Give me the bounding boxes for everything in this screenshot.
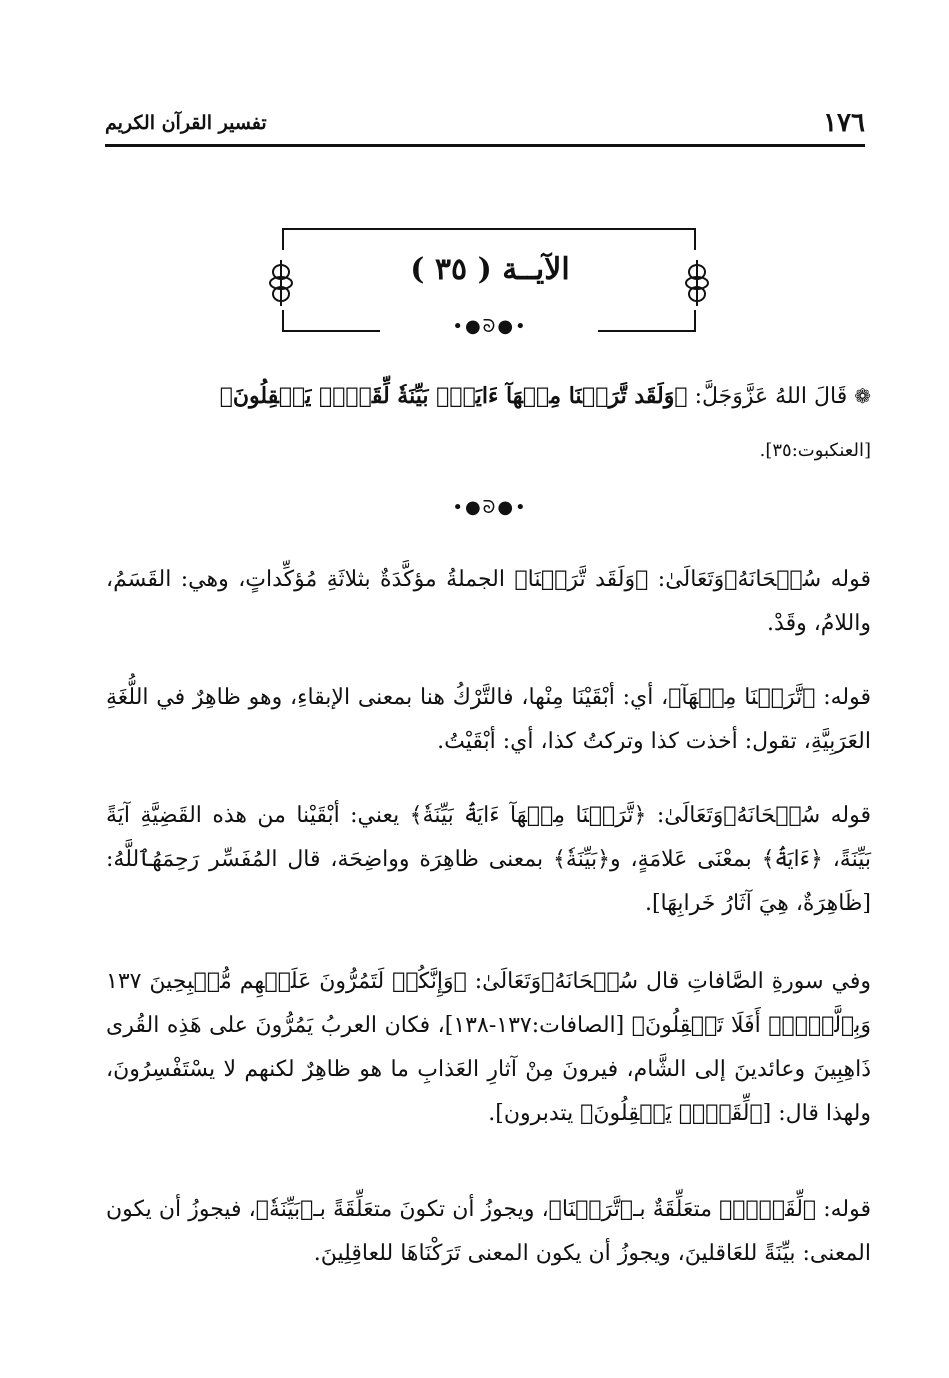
paragraph: قوله سُبۡحَانَهُۥوَتَعَالَىٰ: ﴿وَلَقَد تَّرَكۡنَا﴾ الجملةُ مؤكَّدَةٌ بثلاثَةِ مُؤكِّداتٍ، وهي: القَسَمُ، واللامُ، وقَدْ. [106, 567, 871, 636]
paragraph: قوله: ﴿لِّقَوۡمٖ﴾ متعَلِّقَةٌ بـ﴿تَّرَكۡنَا﴾، ويجوزُ أن تكونَ متعَلِّقَةً بـ﴿بَيِّنَةٗ﴾، فيجوزُ أن يكون المعنى: بيِّنَةً للعَاقلينَ، ويجوزُ أن يكون المعنى تَرَكْنَاهَا للعاقِلِينَ. [106, 1197, 871, 1266]
ornament-divider: •●ᘐ●• [452, 497, 528, 518]
paragraph: قوله سُبۡحَانَهُۥوَتَعَالَىٰ: ﴿تَّرَكۡنَا مِنۡهَآ ءَايَةَۢ بَيِّنَةٗ﴾ يعني: أبْقَيْنا من هذه القَضِيَّةِ آيَةً بَيِّنَةً، ﴿ءَايَةَۢ﴾ بمعْنَى عَلامَةٍ، و﴿بَيِّنَةٗ﴾ بمعنى ظاهِرَة وواضِحَة، قال المُفَسِّر رَحِمَهُٱللَّهُ: [ظَاهِرَةٌ، هِيَ آثَارُ خَرابِهَا]. [106, 803, 871, 916]
book-title: تفسير القرآن الكريم [105, 112, 267, 134]
flower-icon: ❁ [854, 384, 871, 408]
verse-line [106, 374, 871, 419]
paragraph: قوله: ﴿تَّرَكۡنَا مِنۡهَآ﴾، أي: أبْقَيْنَا مِنْها، فالتَّرْكُ هنا بمعنى الإبقاءِ، وهو ظاهِرٌ في اللُّغَةِ العَرَبِيَّةِ، تقول: أخذت كذا وتركتُ كذا، أي: أبْقَيْتُ. [106, 685, 871, 754]
knot-ornament-icon [682, 260, 712, 306]
section-title: الآيــة ( ٣٥ ) [410, 252, 570, 287]
verse-text: ﴿وَلَقَد تَّرَكۡنَا مِنۡهَآ ءَايَةَۢ بَيِّنَةٗ لِّقَوۡمٖ يَعۡقِلُونَ﴾ [219, 383, 688, 409]
page-header [105, 100, 865, 147]
ornament-divider: •●ᘐ●• [452, 316, 528, 337]
page-number: ١٧٦ [823, 108, 865, 138]
verse-reference: [العنكبوت:٣٥]. [759, 440, 871, 461]
paragraph: وفي سورةِ الصَّافاتِ قال سُبۡحَانَهُۥوَتَعَالَىٰ: ﴿وَإِنَّكُمۡ لَتَمُرُّونَ عَلَيۡهِم مُّصۡبِحِينَ ١٣٧ وَبِٱلَّيۡلِۚ أَفَلَا تَعۡقِلُونَ﴾ [الصافات:١٣٧-١٣٨]، فكان العربُ يَمُرُّونَ على هَذِه القُرى ذَاهِبِينَ وعائدينَ إلى الشَّام، فيرونَ مِنْ آثارِ العَذابِ ما هو ظاهِرٌ لكنهم لا يسْتَفْسِرُونَ، ولهذا قال: [﴿لِّقَوۡمٖ يَعۡقِلُونَ﴾ يتدبرون]. [106, 969, 871, 1126]
verse-intro: قَالَ اللهُ عَزَّوَجَلَّ: [694, 384, 848, 409]
knot-ornament-icon [266, 260, 296, 306]
